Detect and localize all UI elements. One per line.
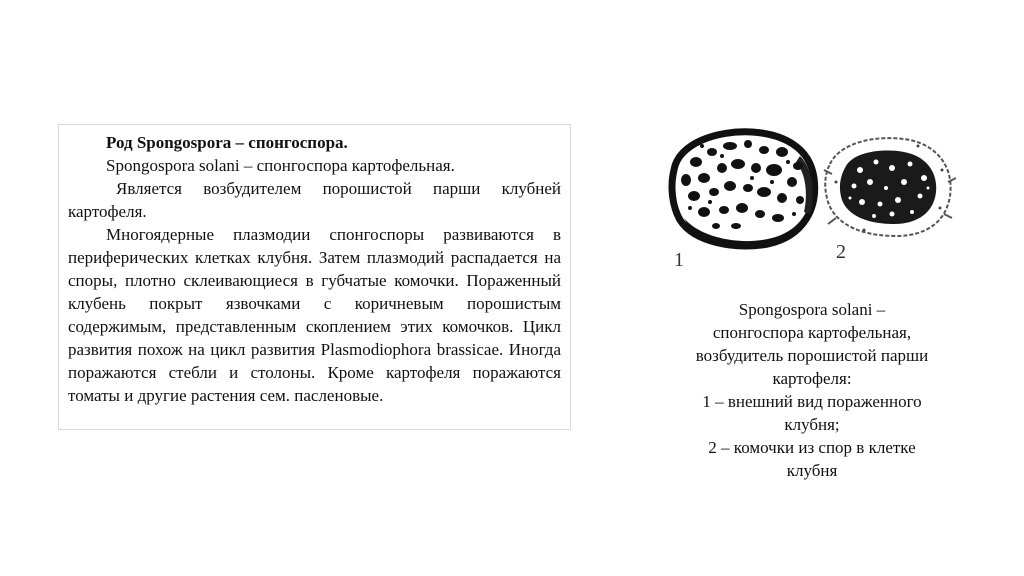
spore-ball-cell-drawing xyxy=(824,138,956,236)
species-line: Spongospora solani – спонгоспора картофельная. xyxy=(106,156,455,175)
caption-line: клубня xyxy=(786,461,838,480)
genus-heading: Род Spongospora – спонгоспора. xyxy=(106,133,348,152)
description-text-box xyxy=(58,124,571,430)
paragraph-development: Многоядерные плазмодии спонгоспоры развиваются в периферических клетках клубня. Затем плазмодий распадается на споры, плотно склеивающиеся в губчатые комочки. Пораженный клубень покрыт язвочками с коричневым порошистым содержимым, представленным скоплением этих комочков. Цикл развития похож на цикл развития Plasmodiophora brassicae. Иногда поражаются стебли и столоны. Кроме картофеля поражаются томаты и другие растения сем. пасленовые. xyxy=(68,225,561,405)
caption-line: картофеля: xyxy=(772,369,852,388)
figure-label-2: 2 xyxy=(836,241,846,263)
tuber-illustration xyxy=(664,122,956,272)
figure-label-1: 1 xyxy=(674,249,684,271)
paragraph-pathogen: Является возбудителем порошистой парши клубней картофеля. xyxy=(68,179,561,221)
figure-caption xyxy=(662,298,962,482)
caption-line: Spongospora solani – xyxy=(738,300,886,319)
infected-tuber-drawing xyxy=(672,132,815,248)
caption-line: 1 – внешний вид пораженного xyxy=(702,392,922,411)
caption-line: возбудитель порошистой парши xyxy=(695,346,929,365)
tuber-drawing xyxy=(664,122,956,272)
caption-line: 2 – комочки из спор в клетке xyxy=(708,438,916,457)
caption-line: клубня; xyxy=(784,415,840,434)
caption-line: спонгоспора картофельная, xyxy=(712,323,912,342)
